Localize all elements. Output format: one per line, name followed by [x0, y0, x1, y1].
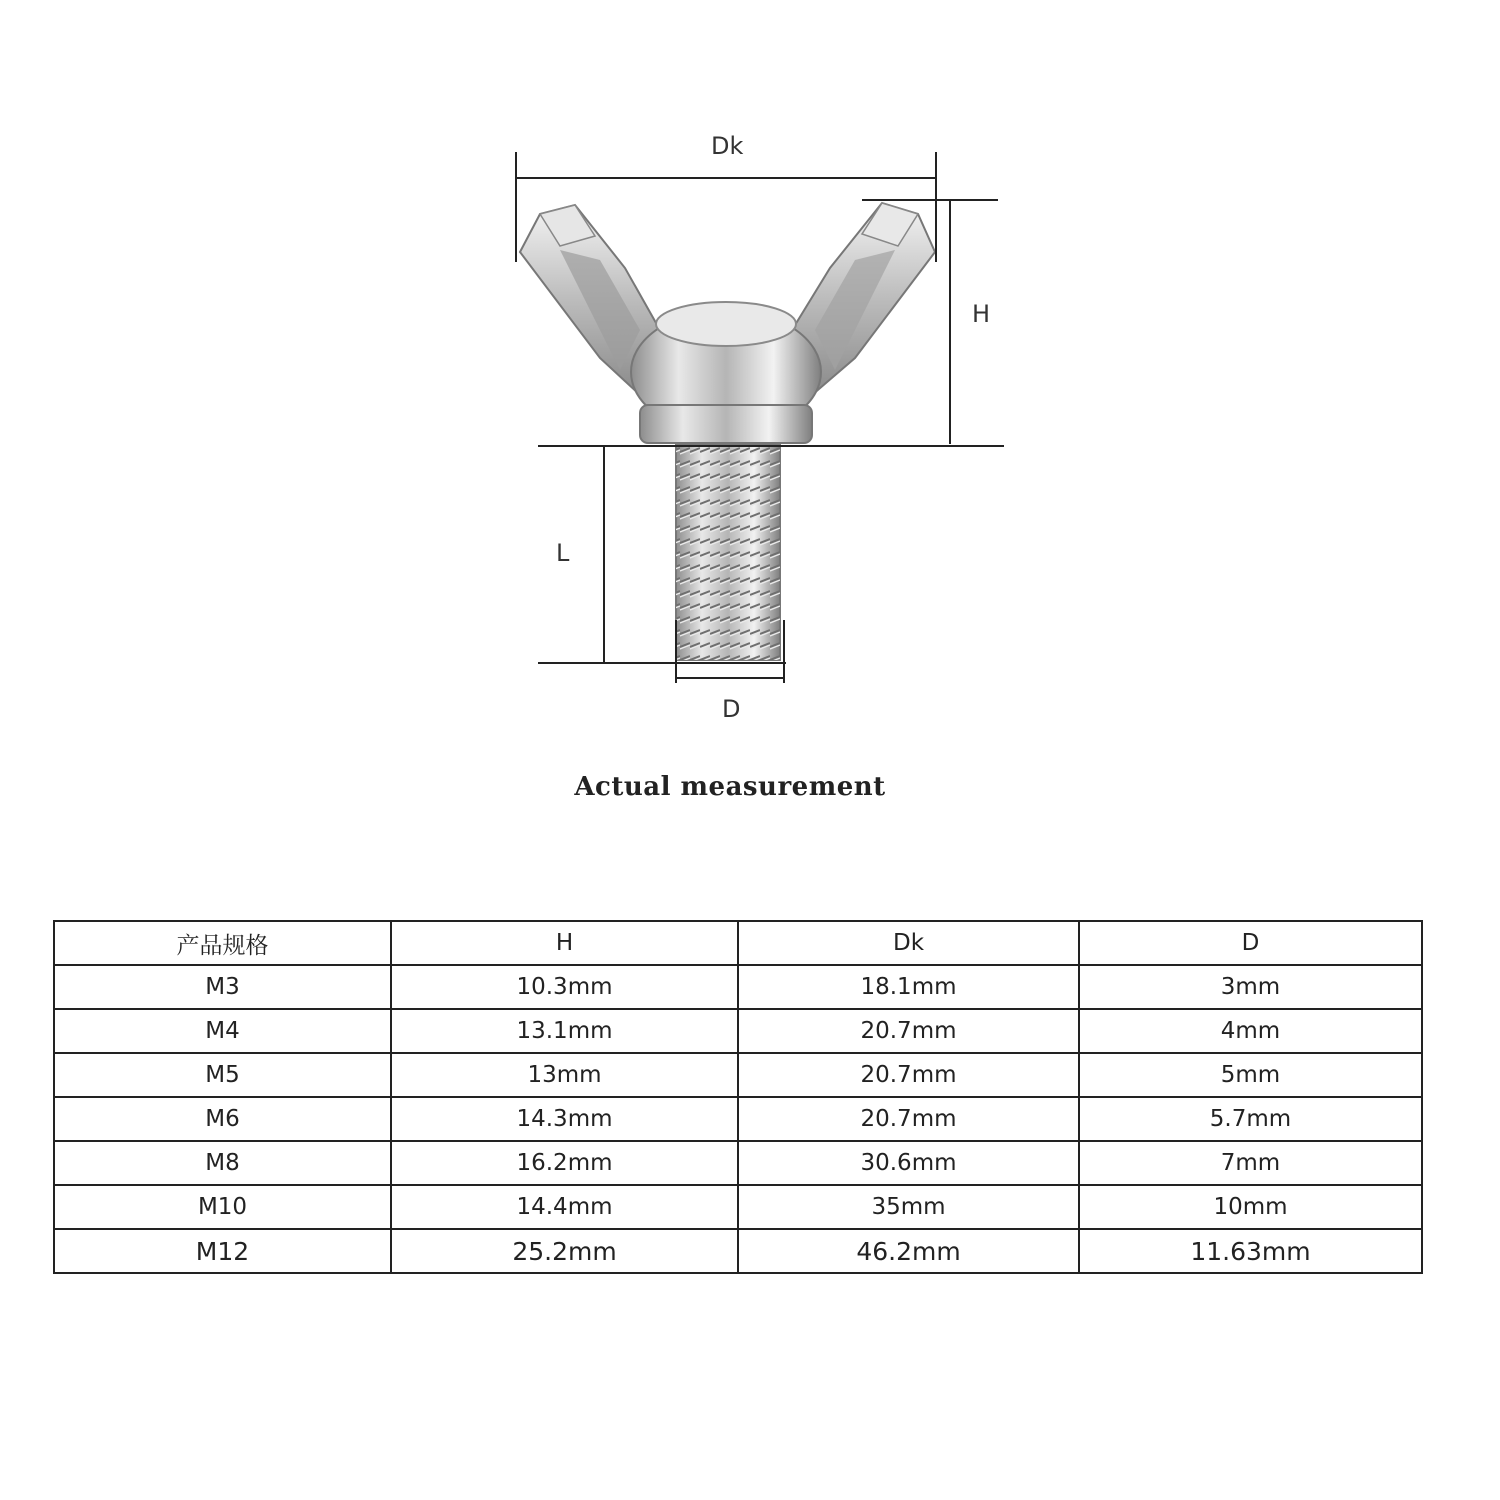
header-h: H [391, 921, 738, 965]
cell-d: 3mm [1079, 965, 1422, 1009]
cell-d: 7mm [1079, 1141, 1422, 1185]
cell-d: 4mm [1079, 1009, 1422, 1053]
d-dimension-label: D [722, 695, 741, 723]
table-row [54, 1009, 1422, 1053]
cell-spec: M12 [54, 1229, 391, 1273]
cell-h: 10.3mm [391, 965, 738, 1009]
l-dimension-label: L [556, 539, 570, 567]
h-dimension-label: H [972, 300, 991, 328]
cell-dk: 20.7mm [738, 1097, 1079, 1141]
cell-spec: M3 [54, 965, 391, 1009]
table-row [54, 965, 1422, 1009]
cell-h: 13.1mm [391, 1009, 738, 1053]
cell-dk: 20.7mm [738, 1009, 1079, 1053]
cell-spec: M10 [54, 1185, 391, 1229]
table-row [54, 1097, 1422, 1141]
cell-spec: M5 [54, 1053, 391, 1097]
cell-d: 5mm [1079, 1053, 1422, 1097]
cell-h: 14.4mm [391, 1185, 738, 1229]
cell-h: 13mm [391, 1053, 738, 1097]
cell-spec: M8 [54, 1141, 391, 1185]
cell-dk: 35mm [738, 1185, 1079, 1229]
cell-dk: 18.1mm [738, 965, 1079, 1009]
cell-d: 10mm [1079, 1185, 1422, 1229]
cell-spec: M4 [54, 1009, 391, 1053]
table-row [54, 1185, 1422, 1229]
header-spec: 产品规格 [54, 921, 391, 965]
cell-h: 14.3mm [391, 1097, 738, 1141]
cell-d: 5.7mm [1079, 1097, 1422, 1141]
cell-dk: 20.7mm [738, 1053, 1079, 1097]
header-dk: Dk [738, 921, 1079, 965]
nut-body [631, 302, 821, 443]
cell-d: 11.63mm [1079, 1229, 1422, 1273]
cell-dk: 46.2mm [738, 1229, 1079, 1273]
table-header-row [54, 921, 1422, 965]
header-d: D [1079, 921, 1422, 965]
table-row [54, 1229, 1422, 1273]
cell-spec: M6 [54, 1097, 391, 1141]
cell-h: 25.2mm [391, 1229, 738, 1273]
cell-h: 16.2mm [391, 1141, 738, 1185]
threaded-shank [676, 445, 780, 660]
spec-table [53, 920, 1423, 1274]
diagram-caption: Actual measurement [574, 772, 886, 802]
table-row [54, 1141, 1422, 1185]
cell-dk: 30.6mm [738, 1141, 1079, 1185]
table-row [54, 1053, 1422, 1097]
dk-dimension-label: Dk [711, 132, 744, 160]
